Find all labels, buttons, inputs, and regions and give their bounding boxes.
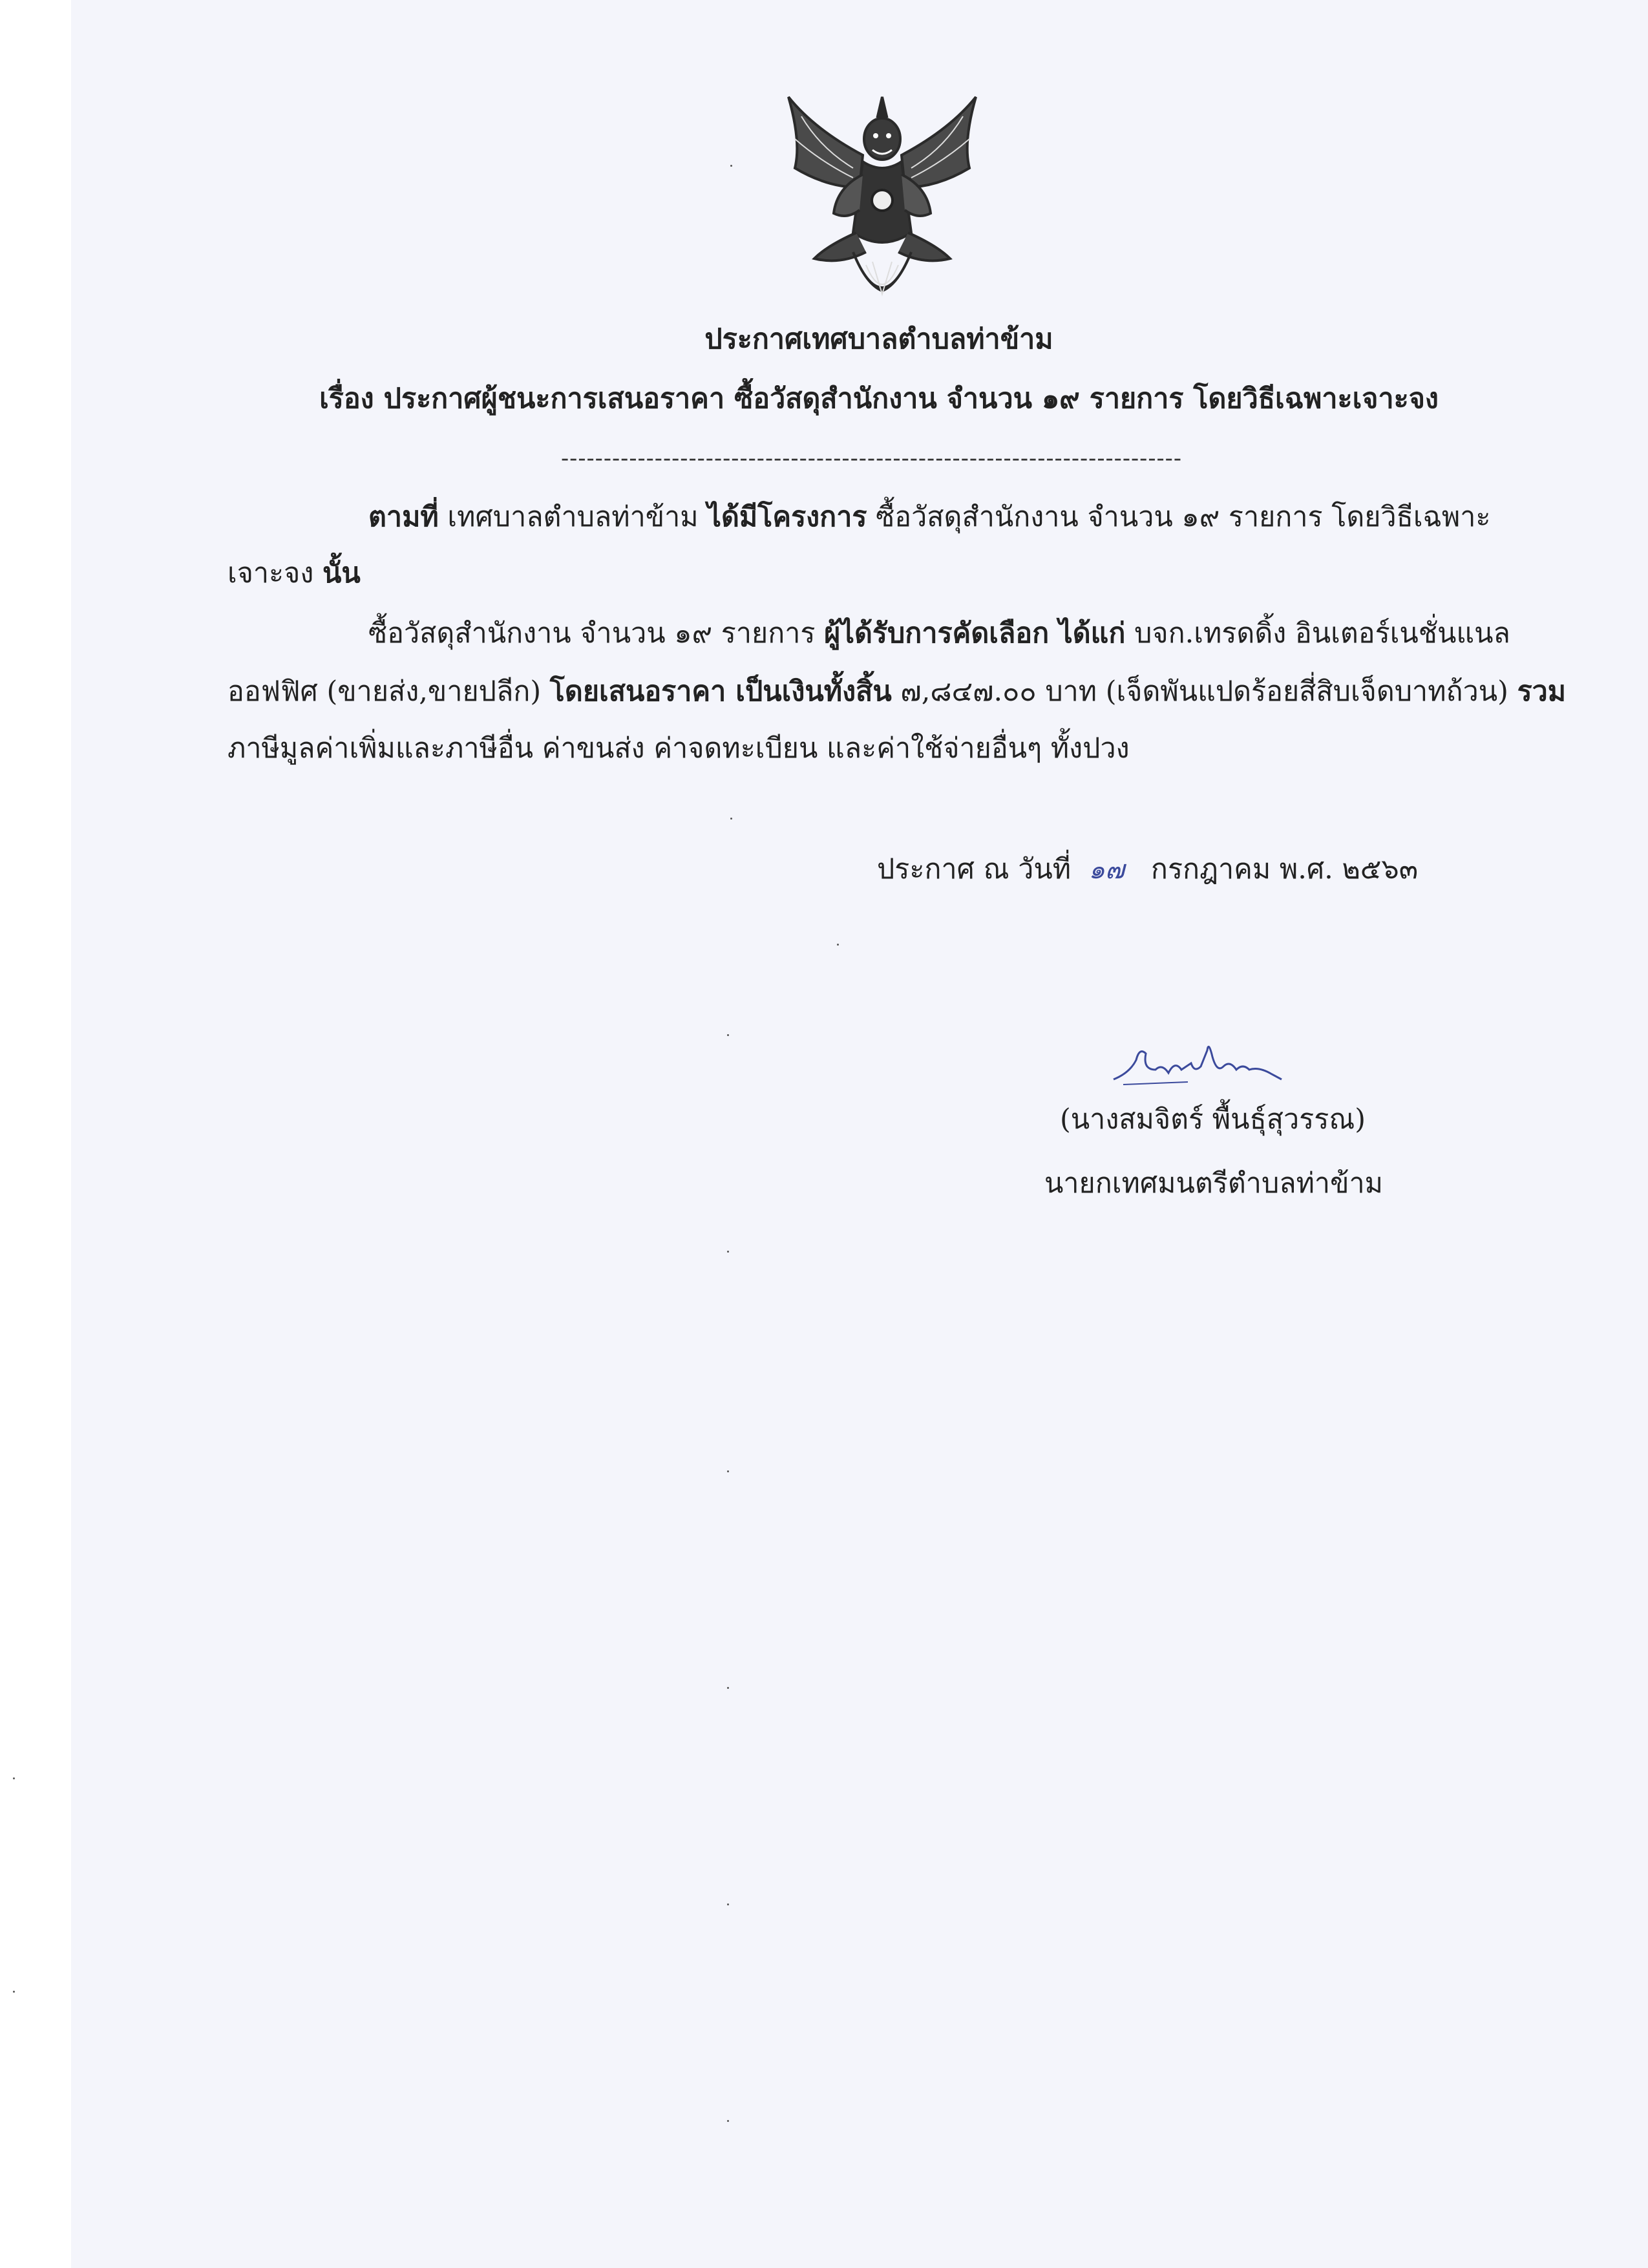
scan-speck [727,2120,729,2122]
p1-text-f: นั้น [322,557,361,589]
p2-text-b: ผู้ได้รับการคัดเลือก ได้แก่ [824,617,1126,650]
scan-speck [13,1991,15,1993]
p2-text-f: ๗,๘๔๗.๐๐ บาท (เจ็ดพันแปดร้อยสี่สิบเจ็ดบาทถ้วน) [891,675,1517,708]
date-day-handwritten: ๑๗ [1088,855,1125,885]
p2-text-e: โดยเสนอราคา เป็นเงินทั้งสิ้น [549,675,892,708]
scan-speck [727,1903,729,1905]
p2-text-c: บจก.เทรดดิ้ง อินเตอร์เนชั่นแนล [1125,617,1510,650]
scan-speck [13,1777,15,1779]
p2-text-d: ออฟฟิศ (ขายส่ง,ขายปลีก) [227,675,550,708]
p1-text-c: ได้มีโครงการ [707,501,867,533]
announcement-title: ประกาศเทศบาลตำบลท่าข้าม [704,323,1053,355]
announcement-subject [0,383,1648,416]
subject-text: ประกาศผู้ชนะการเสนอราคา ซื้อวัสดุสำนักงาน จำนวน ๑๙ รายการ โดยวิธีเฉพาะเจาะจง [383,383,1439,415]
paragraph-1-line-2 [227,557,361,591]
scan-speck [730,818,732,820]
paragraph-2-line-3: ภาษีมูลค่าเพิ่มและภาษีอื่น ค่าขนส่ง ค่าจดทะเบียน และค่าใช้จ่ายอื่นๆ ทั้งปวง [227,732,1130,765]
p1-text-d: ซื้อวัสดุสำนักงาน จำนวน ๑๙ รายการ โดยวิธีเฉพาะ [867,501,1491,533]
signer-position: นายกเทศมนตรีตำบลท่าข้าม [1044,1167,1383,1200]
date-label: ประกาศ ณ วันที่ [877,853,1072,885]
paragraph-1-line-1 [368,501,1490,535]
p2-text-g: รวม [1517,675,1567,708]
paragraph-2-line-1 [368,617,1510,651]
paragraph-2-line-2 [227,675,1566,709]
scan-speck [727,1470,729,1472]
scan-speck [727,1251,729,1253]
scan-speck [727,1687,729,1689]
signer-name: (นางสมจิตร์ พื้นธุ์สุวรรณ) [1060,1103,1366,1136]
subject-label: เรื่อง [319,383,374,415]
p1-text-a: ตามที่ [368,501,439,533]
scan-speck [837,944,839,946]
p1-text-e: เจาะจง [227,557,322,589]
scan-speck [727,1034,729,1036]
date-month-year: กรกฎาคม พ.ศ. ๒๕๖๓ [1150,853,1419,885]
scan-speck [730,165,732,167]
garuda-emblem-icon [776,90,989,323]
p2-text-a: ซื้อวัสดุสำนักงาน จำนวน ๑๙ รายการ [368,617,825,650]
signature-icon [1110,1034,1285,1092]
announcement-date [877,853,1418,887]
header-divider: ------------------------------------------------------------------------- [561,445,1182,472]
p1-text-b: เทศบาลตำบลท่าข้าม [438,501,708,533]
